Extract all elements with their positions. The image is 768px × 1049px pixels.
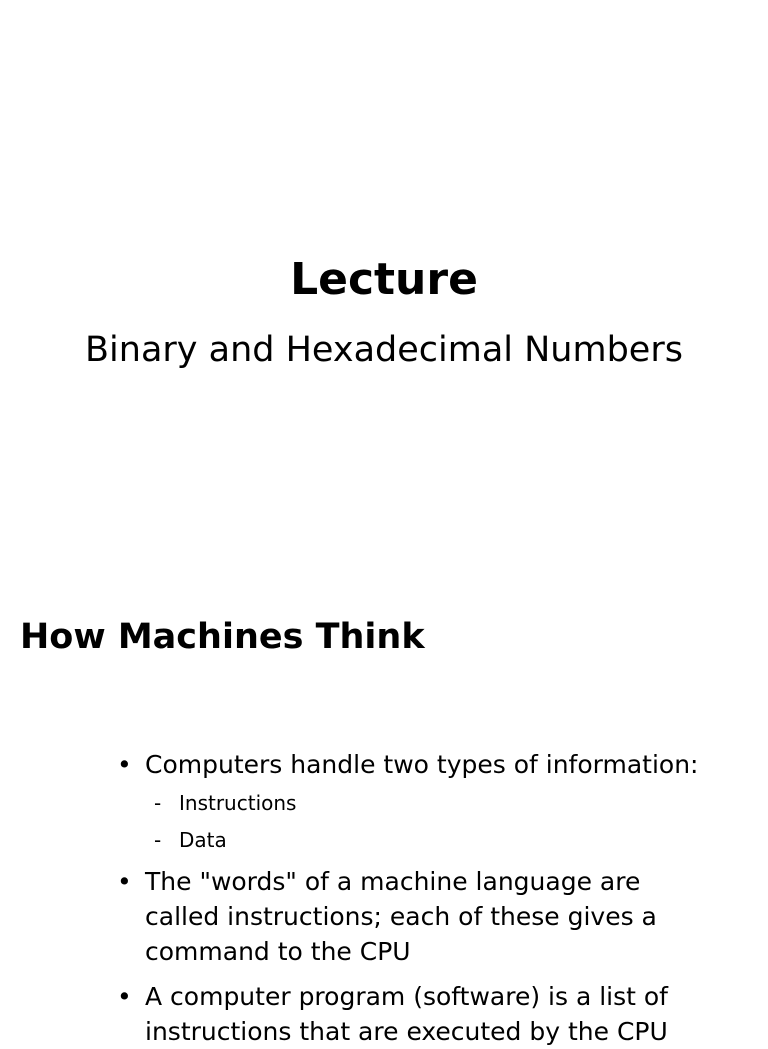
bullet-text: Computers handle two types of information: [145, 750, 699, 779]
slide-title: Lecture [290, 254, 478, 305]
bullet-text: The "words" of a machine language are [145, 867, 641, 896]
slide-subtitle: Binary and Hexadecimal Numbers [85, 330, 683, 370]
section-heading: How Machines Think [20, 617, 425, 657]
sub-bullet-text: Instructions [179, 791, 297, 815]
sub-bullet-marker: - [154, 828, 162, 852]
sub-bullet-text: Data [179, 828, 227, 852]
sub-bullet-marker: - [154, 791, 162, 815]
bullet-text: instructions that are executed by the CPU [145, 1017, 668, 1046]
bullet-text: command to the CPU [145, 937, 411, 966]
bullet-marker: • [117, 750, 132, 779]
bullet-text: called instructions; each of these gives a [145, 902, 657, 931]
bullet-marker: • [117, 982, 132, 1011]
bullet-marker: • [117, 867, 132, 896]
bullet-text: A computer program (software) is a list of [145, 982, 668, 1011]
